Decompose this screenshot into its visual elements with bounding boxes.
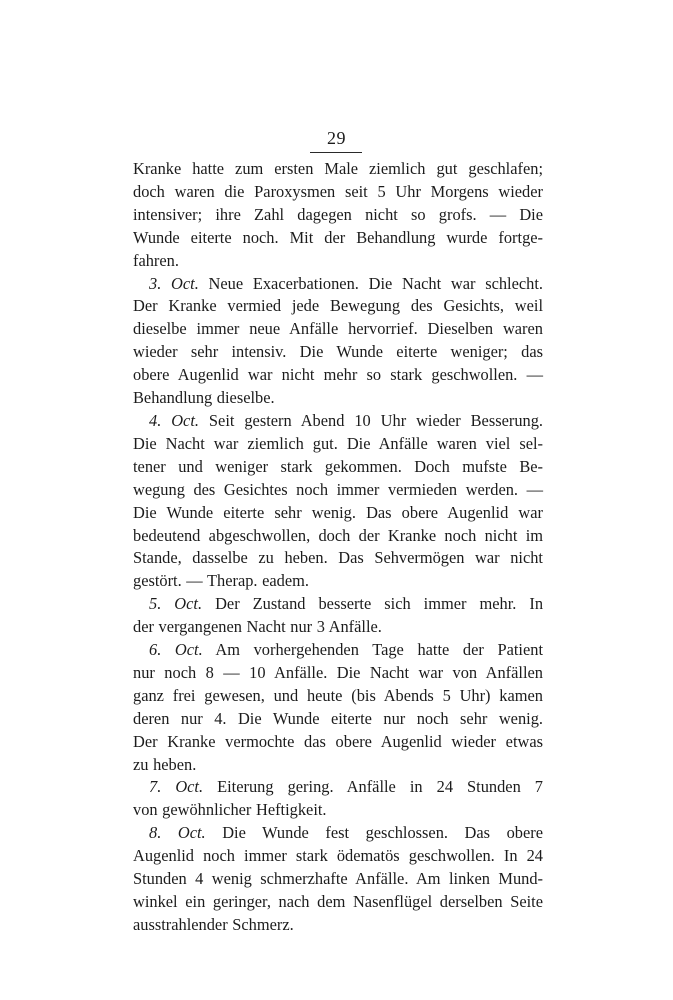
- line-text: zu heben.: [133, 754, 197, 774]
- line-text: Eiterung gering. Anfälle in 24 Stunden 7: [203, 777, 543, 797]
- line-text: der vergangenen Nacht nur 3 Anfälle.: [133, 617, 382, 637]
- page-number-rule: [310, 152, 362, 153]
- entry-date: 7. Oct.: [149, 777, 204, 797]
- text-line: [133, 318, 543, 341]
- text-line: [133, 456, 543, 479]
- line-text: ausstrahlender Schmerz.: [133, 914, 294, 934]
- text-line: [133, 868, 543, 891]
- entry-date: 3. Oct.: [149, 273, 199, 293]
- text-line: [133, 525, 543, 548]
- line-text: Stunden 4 wenig schmerzhafte Anfälle. Am linken Mund-: [133, 869, 543, 889]
- text-line: [133, 570, 543, 593]
- entry-date: 5. Oct.: [149, 594, 203, 614]
- line-text: Die Wunde fest geschlossen. Das obere: [205, 823, 544, 843]
- line-text: Neue Exacerbationen. Die Nacht war schlecht.: [198, 273, 543, 293]
- text-line: [133, 662, 543, 685]
- text-line: [133, 479, 543, 502]
- text-line: [133, 547, 543, 570]
- text-line: [133, 754, 543, 777]
- page-number: 29: [327, 128, 346, 148]
- text-line: [133, 502, 543, 525]
- text-line: [133, 295, 543, 318]
- text-line: [133, 204, 543, 227]
- text-line: [133, 845, 543, 868]
- line-text: deren nur 4. Die Wunde eiterte nur noch sehr wenig.: [133, 708, 543, 728]
- line-text: Die Nacht war ziemlich gut. Die Anfälle waren viel sel-: [133, 433, 543, 453]
- text-line: [133, 433, 543, 456]
- line-text: winkel ein geringer, nach dem Nasenflügel derselben Seite: [133, 892, 543, 911]
- text-line: [133, 914, 543, 937]
- entry-date: 8. Oct.: [149, 823, 206, 843]
- line-text: Die Wunde eiterte sehr wenig. Das obere Augenlid war: [133, 502, 543, 522]
- text-line: [133, 593, 543, 616]
- line-text: Der Kranke vermochte das obere Augenlid wieder etwas: [133, 731, 543, 751]
- line-text: bedeutend abgeschwollen, doch der Kranke noch nicht im: [133, 525, 543, 545]
- line-text: fahren.: [133, 250, 179, 270]
- text-line: [133, 341, 543, 364]
- line-text: Augenlid noch immer stark ödematös geschwollen. In 24: [133, 846, 543, 866]
- line-text: Behandlung dieselbe.: [133, 388, 275, 408]
- text-line: [133, 639, 543, 662]
- line-text: wegung des Gesichtes noch immer vermieden werden. —: [133, 479, 543, 499]
- line-text: obere Augenlid war nicht mehr so stark geschwollen. —: [133, 365, 543, 385]
- line-text: nur noch 8 — 10 Anfälle. Die Nacht war von Anfällen: [133, 662, 543, 682]
- text-line: [133, 364, 543, 387]
- text-line: [133, 616, 543, 639]
- text-line: [133, 822, 543, 845]
- line-text: tener und weniger stark gekommen. Doch mufste Be-: [133, 456, 543, 476]
- line-text: wieder sehr intensiv. Die Wunde eiterte weniger; das: [133, 342, 543, 362]
- text-line: [133, 387, 543, 410]
- text-line: [133, 891, 543, 914]
- text-line: [133, 731, 543, 754]
- text-line: [133, 273, 543, 296]
- line-text: Wunde eiterte noch. Mit der Behandlung wurde fortge-: [133, 227, 543, 247]
- line-text: ganz frei gewesen, und heute (bis Abends 5 Uhr) kamen: [133, 685, 543, 705]
- line-text: dieselbe immer neue Anfälle hervorrief. Dieselben waren: [133, 319, 543, 339]
- body-text: [133, 158, 543, 937]
- text-line: [133, 181, 543, 204]
- text-line: [133, 776, 543, 799]
- line-text: Am vorhergehenden Tage hatte der Patient: [202, 640, 544, 660]
- line-text: Kranke hatte zum ersten Male ziemlich gut geschlafen;: [133, 159, 543, 178]
- entry-date: 4. Oct.: [149, 410, 199, 430]
- text-line: [133, 685, 543, 708]
- line-text: Der Zustand besserte sich immer mehr. In: [202, 594, 544, 614]
- text-line: [133, 410, 543, 433]
- line-text: Der Kranke vermied jede Bewegung des Gesichts, weil: [133, 296, 543, 316]
- line-text: gestört. — Therap. eadem.: [133, 571, 309, 591]
- text-line: [133, 227, 543, 250]
- line-text: von gewöhnlicher Heftigkeit.: [133, 800, 327, 820]
- entry-date: 6. Oct.: [149, 640, 203, 660]
- line-text: Stande, dasselbe zu heben. Das Sehvermögen war nicht: [133, 548, 543, 568]
- text-line: [133, 799, 543, 822]
- text-line: [133, 250, 543, 273]
- line-text: Seit gestern Abend 10 Uhr wieder Besserung.: [199, 410, 544, 430]
- text-line: [133, 708, 543, 731]
- line-text: intensiver; ihre Zahl dagegen nicht so grofs. — Die: [133, 204, 543, 224]
- line-text: doch waren die Paroxysmen seit 5 Uhr Morgens wieder: [133, 181, 543, 201]
- text-line: [133, 158, 543, 181]
